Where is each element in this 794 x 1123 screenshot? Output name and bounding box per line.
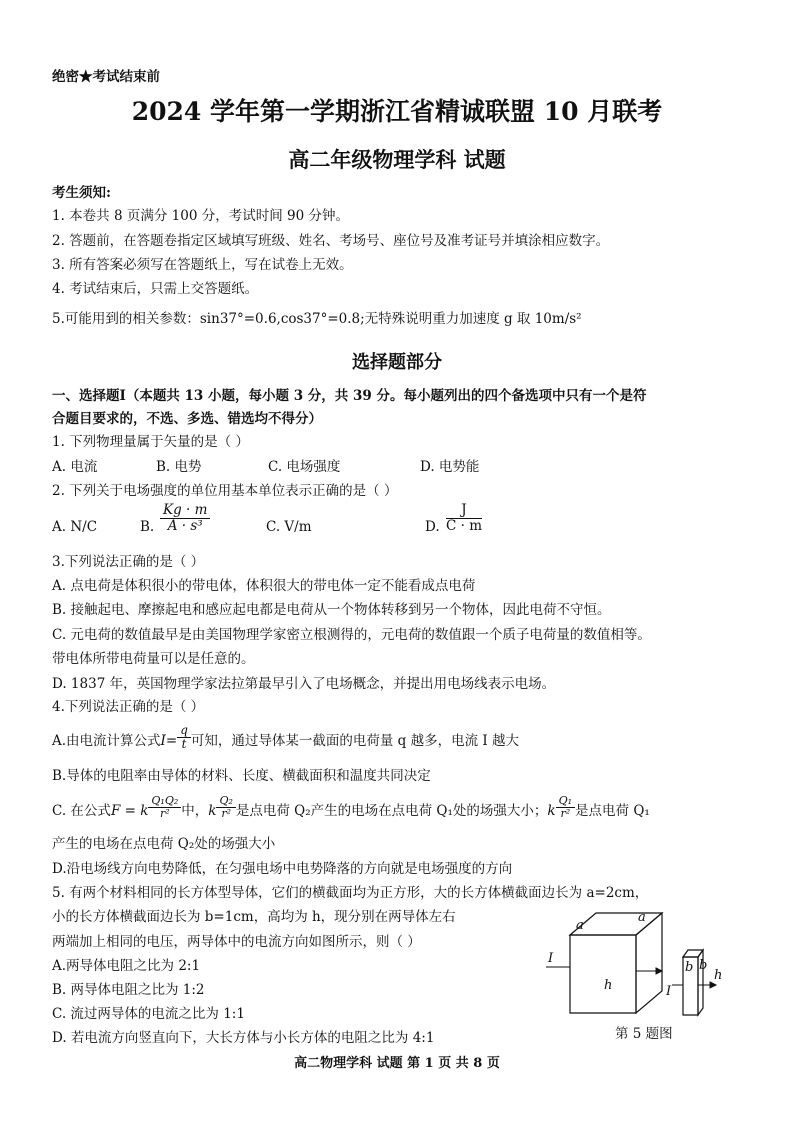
- notice-heading: 考生须知:: [52, 185, 111, 201]
- q4-c-k-2: k: [208, 803, 217, 819]
- q2-b-numerator: Kg · m: [160, 503, 210, 519]
- large-cube-side: [636, 913, 662, 1013]
- section-heading-line-2: 合题目要求的，不选、多选、错选均不得分）: [52, 411, 322, 427]
- fig-label-h-small: h: [714, 968, 723, 983]
- confidential-mark: 绝密★考试结束前: [52, 69, 160, 85]
- q4-c-mid-2: 是点电荷 Q₂产生的电场在点电荷 Q₁处的场强大小；: [235, 803, 548, 819]
- q3-option-c-line-2: 带电体所带电荷量可以是任意的。: [52, 651, 255, 667]
- q2-option-d-label: D.: [425, 519, 440, 535]
- q1-option-a: A. 电流: [52, 459, 98, 475]
- exam-subtitle: 高二年级物理学科 试题: [288, 147, 506, 172]
- q3-stem: 3.下列说法正确的是（ ）: [52, 554, 205, 570]
- q4-c-numerator-1: Q₁Q₂: [148, 795, 181, 808]
- exam-title: 2024 学年第一学期浙江省精诚联盟 10 月联考: [131, 97, 663, 126]
- notice-item-3: 3. 所有答案必须写在答题纸上，写在试卷上无效。: [52, 257, 353, 273]
- q1-stem: 1. 下列物理量属于矢量的是（ ）: [52, 434, 249, 450]
- q2-d-numerator: J: [446, 503, 482, 519]
- q3-option-a: A. 点电荷是体积很小的带电体，体积很大的带电体一定不能看成点电荷: [52, 578, 476, 594]
- large-current-arrowhead: [656, 968, 662, 974]
- fig-label-a-right: a: [638, 910, 646, 925]
- q2-option-b-label: B.: [140, 519, 155, 535]
- q2-option-b-fraction: [160, 503, 210, 534]
- fig-label-b-side: b: [699, 958, 708, 973]
- q2-option-c: C. V/m: [266, 519, 312, 535]
- q4-c-formula-lhs: F = k: [110, 803, 149, 819]
- q2-option-d-fraction: [446, 503, 482, 534]
- q4-a-denominator: t: [181, 737, 187, 752]
- q5-option-c: C. 流过两导体的电流之比为 1:1: [52, 1006, 245, 1022]
- q4-c-denominator-1: r²: [159, 807, 170, 820]
- q4-a-formula-lhs: I=: [160, 733, 178, 750]
- q3-option-c-line-1: C. 元电荷的数值最早是由美国物理学家密立根测得的，元电荷的数值跟一个质子电荷量的数值相等。: [52, 627, 651, 643]
- fig-label-i-small: I: [666, 984, 672, 999]
- q4-option-c: [52, 793, 650, 820]
- q4-option-a: [52, 723, 520, 752]
- q4-c-suffix: 是点电荷 Q₁: [575, 803, 650, 819]
- q5-option-d: D. 若电流方向竖直向下，大长方体与小长方体的电阻之比为 4:1: [52, 1030, 435, 1046]
- q1-option-d: D. 电势能: [420, 459, 480, 475]
- q4-c-prefix: C. 在公式: [52, 803, 111, 819]
- q4-c-denominator-3: r²: [560, 807, 571, 820]
- section-title: 选择题部分: [352, 352, 442, 373]
- q4-c-numerator-3: Q₁: [556, 795, 575, 808]
- q3-option-b: B. 接触起电、摩擦起电和感应起电都是电荷从一个物体转移到另一个物体，因此电荷不守恒。: [52, 602, 611, 618]
- q5-figure: [538, 905, 748, 1020]
- page-footer: 高二物理学科 试题 第 1 页 共 8 页: [294, 1056, 500, 1071]
- q4-c-denominator-2: r²: [221, 807, 231, 820]
- q4-option-b: B.导体的电阻率由导体的材料、长度、横截面积和温度共同决定: [52, 768, 431, 784]
- q4-a-prefix: A.由电流计算公式: [52, 733, 161, 750]
- q4-c-mid-1: 中，: [181, 803, 209, 819]
- q5-stem-line-3: 两端加上相同的电压，两导体中的电流方向如图所示，则（ ）: [52, 934, 421, 950]
- q4-option-d: D.沿电场线方向电势降低，在匀强电场中电势降落的方向就是电场强度的方向: [52, 861, 513, 877]
- q1-option-c: C. 电场强度: [268, 459, 341, 475]
- q1-option-b: B. 电势: [156, 459, 202, 475]
- notice-item-2: 2. 答题前，在答题卷指定区域填写班级、姓名、考场号、座位号及准考证号并填涂相应数字。: [52, 233, 610, 249]
- q5-option-b: B. 两导体电阻之比为 1:2: [52, 982, 205, 998]
- fig-label-h-large: h: [604, 978, 613, 993]
- q5-option-a: A.两导体电阻之比为 2:1: [52, 958, 201, 974]
- section-heading-line-1: 一、选择题Ⅰ（本题共 13 小题，每小题 3 分，共 39 分。每小题列出的四个备选项中只有一个是符: [52, 388, 647, 404]
- notice-item-4: 4. 考试结束后，只需上交答题纸。: [52, 281, 259, 297]
- q2-option-a: A. N/C: [52, 519, 98, 535]
- q4-a-numerator: q: [177, 724, 191, 738]
- q4-a-suffix: 可知，通过导体某一截面的电荷量 q 越多，电流 I 越大: [190, 733, 520, 750]
- q4-c-numerator-2: Q₂: [216, 795, 235, 808]
- large-cube-front: [570, 935, 636, 1013]
- fig-label-b-front: b: [685, 960, 694, 975]
- notice-item-5: 5.可能用到的相关参数：sin37°=0.6,cos37°=0.8;无特殊说明重力加速度 g 取 10m/s²: [52, 311, 582, 327]
- q5-stem-line-1: 5. 有两个材料相同的长方体型导体，它们的横截面均为正方形，大的长方体横截面边长为 a=2cm，: [52, 885, 649, 901]
- q4-stem: 4.下列说法正确的是（ ）: [52, 699, 205, 715]
- q2-stem: 2. 下列关于电场强度的单位用基本单位表示正确的是（ ）: [52, 483, 398, 499]
- q4-c-k-3: k: [547, 803, 556, 819]
- q5-stem-line-2: 小的长方体横截面边长为 b=1cm，高均为 h，现分别在两导体左右: [52, 909, 456, 925]
- q2-d-denominator: C · m: [446, 517, 483, 534]
- fig-label-a-top: a: [576, 918, 584, 933]
- q2-b-denominator: A · s³: [167, 517, 203, 534]
- notice-item-1: 1. 本卷共 8 页满分 100 分，考试时间 90 分钟。: [52, 208, 349, 224]
- q4-option-c-line-2: 产生的电场在点电荷 Q₂处的场强大小: [52, 836, 276, 852]
- q5-figure-caption: 第 5 题图: [615, 1026, 673, 1042]
- fig-label-i-large: I: [548, 951, 554, 966]
- q3-option-d: D. 1837 年，英国物理学家法拉第最早引入了电场概念，并提出用电场线表示电场。: [52, 676, 556, 692]
